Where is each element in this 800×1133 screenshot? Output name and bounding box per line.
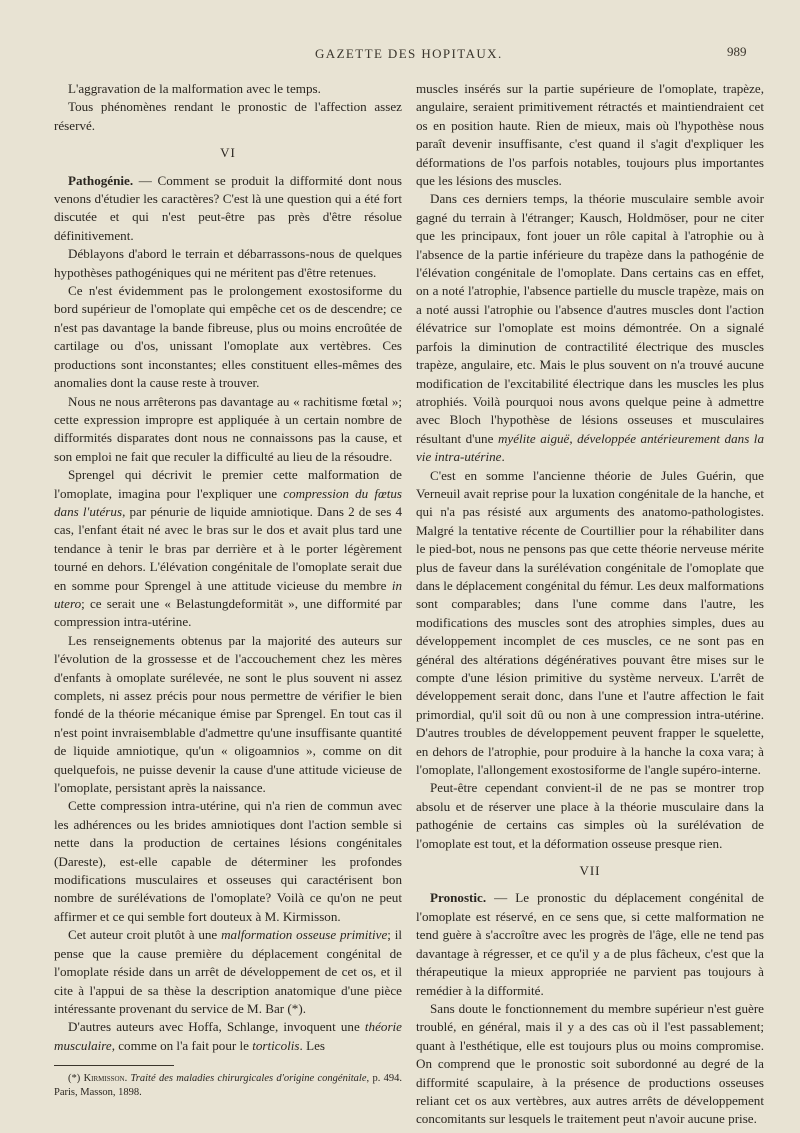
italic-text: torticolis [252,1037,300,1053]
paragraph-theorie-musculaire [416,190,764,466]
paragraph-text: . [501,449,505,465]
paragraph-text: Cet auteur croit plutôt à une [68,927,222,943]
paragraph-text: — Le pronostic du déplacement congénital de l'omoplate est réservé, en ce sens que, si cette malformation ne tend guère à s'accroître avec les progrès de l'âge, elle ne tend pas davantage à régresser, et ce qu'il y a de plus fâcheux, c'est que la thérapeutique la mieux appropriée ne parvient pas toujours à remédier à la difformité. [416,890,764,998]
paragraph: L'aggravation de la malformation avec le temps. [68,81,321,96]
running-title: GAZETTE DES HOPITAUX. [315,46,503,61]
italic-text: myélite aiguë, développée antérieurement dans la vie intra-utérine [416,430,764,465]
footnote-author: Kirmisson. [83,1073,128,1085]
page-number: 989 [727,44,747,59]
italic-text: théorie musculaire [54,1019,402,1053]
paragraph: C'est en somme l'ancienne théorie de Jules Guérin, que Verneuil avait reprise pour la luxation congénitale de la hanche, et qui n'a pas résisté aux arguments des anatomo-pathologistes. Malgré la tentative récente de Courtillier pour la réhabiliter dans le pied-bot, nous ne pensons pas que cette théorie nerveuse mérite plus de faveur dans la surélévation congénitale de l'omoplate que dans le déplacement congénital du fémur. Les deux malformations sont comparables; dans l'une comme dans l'autre, les modifications des muscles sont des atrophies simples, dues au développement incomplet de ces muscles, ce ne sont pas en général des altérations dégénératives pouvant être mises sur le compte d'une lésion primitive du système nerveux. L'arrêt de développement serait donc, dans l'une et l'autre affection le fait primordial, qu'il soit dû ou non à une compression intra-utérine. D'autres troubles de développement peuvent frapper le squelette, en dehors de l'atrophie, pour produire à la hanche la coxa vara; à l'omoplate, l'allongement exostosiforme de l'angle supéro-interne. [416,467,764,778]
paragraph: Les renseignements obtenus par la majorité des auteurs sur l'évolution de la grossesse et de l'accouchement chez les mères d'enfants à omoplate surélevée, ne sont le plus souvent ni assez complets, ni assez précis pour nous permettre de vérifier le bien fondé de la théorie mécanique émise par Sprengel. En tout cas il n'est point invraisemblable d'admettre qu'une insuffisante quantité de liquide amniotique, qu'un « oligoamnios », comme on dit quelquefois, ne puisse devenir la cause d'une attitude vicieuse de l'omoplate, persistant après la naissance. [54,632,402,796]
paragraph-text: Sprengel qui décrivit le premier cette malformation de l'omoplate, imagina pour l'expliquer une [54,467,402,501]
paragraph: Peut-être cependant convient-il de ne pas se montrer trop absolu et de réserver une place à la théorie musculaire dans la pathogénie de certains cas simples où la surélévation de l'omoplate est tout, et la déformation osseuse presque rien. [416,780,764,851]
footnote [54,1072,402,1100]
paragraph: Cette compression intra-utérine, qui n'a rien de commun avec les adhérences ou les brides amniotiques dont l'action semble si nette dans la production de certaines lésions congénitales (Dareste), est-elle capable de déterminer les profondes modifications musculaires et osseuses qui caractérisent bon nombre de surélévations de l'omoplate? Voilà ce qu'on ne peut affirmer et ce qui semble fort douteux à M. Kirmisson. [54,798,402,924]
italic-text: malformation osseuse primitive [221,927,388,943]
paragraph: Ce n'est évidemment pas le prolongement exostosiforme du bord supérieur de l'omoplate qui empêche cet os de descendre; ce n'est pas davantage la bande fibreuse, plus ou moins encroûtée de cartilage ou d'os, unissant l'omoplate aux vertèbres. Ces productions sont inconstantes; elles constituent elles-mêmes des anomalies dont la cause reste à trouver. [54,283,402,391]
section-heading-vi: VI [220,145,236,161]
footnote-text: , p. 494. Paris, Masson, 1898. [54,1073,403,1099]
paragraph-text: , par pénurie de liquide amniotique. Dans 2 de ses 4 cas, l'enfant était né avec le bras sur le dos et avait plus tard une tendance à tenir le bras par derrière et à le porter légèrement tourné en dehors. L'élévation congénitale de l'omoplate serait due en somme pour Sprengel à une attitude vicieuse du membre [54,503,403,593]
footnote-title: Traité des maladies chirurgicales d'origine congénitale [127,1073,367,1085]
section-lead: Pathogénie. [68,172,134,188]
paragraph: Sans doute le fonctionnement du membre supérieur n'est guère troublé, en général, mais il y a des cas où il l'est passablement; quant à l'esthétique, elle est toujours plus ou moins compromise. On comprend que le pronostic soit subordonné au degré de la difformité scapulaire, à la présence de productions osseuses reliant cet os aux vertèbres, aux autres arrêts de développement concomitants sur lesquels le traitement peut n'avoir aucune prise. [416,1000,764,1127]
section-heading-vii: VII [579,863,601,879]
paragraph-text: ; ce serait une « Belastungdeformität », une difformité par compression intra-utérine. [54,595,402,630]
paragraph-kirmisson [54,926,402,1018]
paragraph-pronostic [416,889,764,999]
paragraph: Tous phénomènes rendant le pronostic de l'affection assez réservé. [54,99,402,133]
paragraph-text: D'autres auteurs avec Hoffa, Schlange, invoquent une [68,1019,365,1035]
paragraph-hoffa [54,1018,402,1055]
paragraph-pathogenie [54,172,402,246]
paragraph-sprengel [54,466,402,632]
paragraph-text: ; il pense que la cause première du déplacement congénital de l'omoplate réside dans un arrêt de développement de cet os, et il cite à l'appui de sa thèse la description anatomique d'une pièce intéressante provenant du service de M. Bar (*). [54,927,402,1016]
paragraph-text: , comme on l'a fait pour le [111,1037,253,1053]
paragraph-text: Dans ces derniers temps, la théorie musculaire semble avoir gagné du terrain à l'étranger; Kausch, Holdmöser, pour ne citer que les principaux, font jouer un rôle capital à l'atrophie ou à l'absence de la partie inférieure du trapèze dans la pathogénie de l'élévation congénitale de l'omoplate. Dans certains cas en effet, on a noté l'atrophie, l'absence partielle du muscle trapèze, mais on a noté aussi l'atrophie ou l'absence d'autres muscles dont l'action élévatrice sur l'omoplate est moins démontrée. On a signalé parfois la diminution de contractilité électrique des muscles trapèze, angulaire, etc. Mais le plus souvent on n'a trouvé aucune modification de l'excitabilité électrique dans les muscles les plus atrophiés. Voilà pourquoi nous avons quelque peine à admettre avec Bloch l'hypothèse de lésions osseuses et musculaires résultant d'une [416,191,764,446]
right-column [416,80,764,1129]
paragraph: Nous ne nous arrêterons pas davantage au « rachitisme fœtal »; cette expression impropre est appliquée à un certain nombre de difformités disparates dont nous ne connaissons pas la cause, et son emploi ne fait que reculer la difficulté au lieu de la résoudre. [54,393,402,464]
paragraph: muscles insérés sur la partie supérieure de l'omoplate, trapèze, angulaire, seraient primitivement rétractés et maintiendraient cet os en position haute. Rien de mieux, mais où l'hypothèse nous paraît devenir insuffisante, c'est quand il s'agit d'expliquer les déformations de l'os parfois notables, toujours plus importantes que les lésions des muscles. [416,81,764,189]
paragraph: Déblayons d'abord le terrain et débarrassons-nous de quelques hypothèses pathogéniques qui ne méritent pas d'être retenues. [54,246,402,280]
left-column [54,80,402,1100]
section-lead: Pronostic. [430,890,487,906]
paragraph-text: . Les [299,1037,325,1053]
italic-text: compression du fœtus dans l'utérus [54,485,403,519]
footnote-mark: (*) [68,1073,84,1085]
italic-text: in utero [54,577,402,611]
footnote-divider [54,1065,174,1066]
paragraph-text: — Comment se produit la difformité dont nous venons d'étudier les caractères? C'est là une question qui a été fort discutée et qui n'est peut-être pas près d'être résolue définitivement. [54,172,402,243]
